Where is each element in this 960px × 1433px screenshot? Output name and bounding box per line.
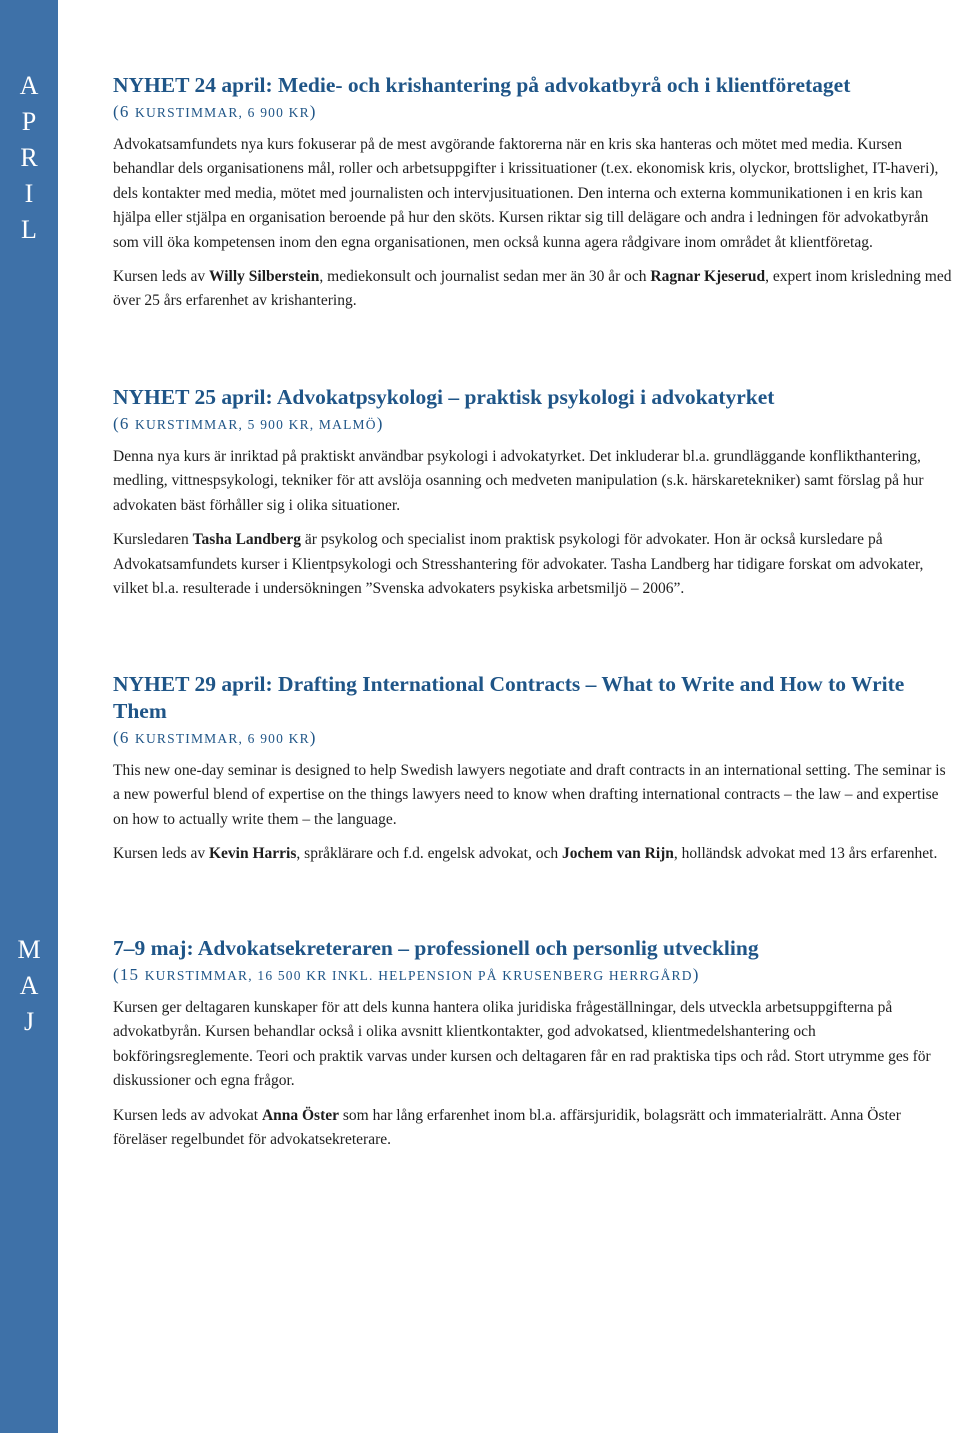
- instructors-text: Kursledaren: [113, 531, 193, 549]
- course-subtitle: [113, 962, 953, 989]
- subtitle-details: KURSTIMMAR, 5 900 KR, MALMÖ: [135, 417, 377, 432]
- subtitle-close: ): [692, 965, 700, 984]
- course-description: Kursen ger deltagaren kunskaper för att dels kunna hantera olika juridiska frågeställningar, dels utveckla arbetsuppgifterna på advokatbyrån. Kursen behandlar också i olika avsnitt klientkontakter, god advokatsed, klientmedelshantering och bokföringsreglemente. Teori och praktik varvas under kursen och deltagaren får en rad praktiska tips och råd. Stort utrymme ges för diskussioner och egna frågor.: [113, 999, 931, 1090]
- instructor-name: Willy Silberstein: [209, 268, 320, 286]
- course-title: NYHET 24 april: Medie- och krishantering på advokatbyrå och i klientföretaget: [113, 73, 851, 97]
- instructors-text: , expert inom krisledning med över 25 års erfarenhet av krishantering.: [113, 268, 952, 310]
- course-advokatsekreteraren: [113, 935, 953, 1162]
- course-description: Denna nya kurs är inriktad på praktiskt användbar psykologi i advokatyrket. Det inkluderar bl.a. grundläggande konflikthantering, medling, vittnespsykologi, tekniker för att avslöja osanning och medveten manipulation (s.k. härskaretekniker) samt förslag på hur advokaten bäst förhåller sig i olika situationer.: [113, 448, 924, 514]
- instructors-text: Kursen leds av: [113, 268, 209, 286]
- course-title: NYHET 25 april: Advokatpsykologi – praktisk psykologi i advokatyrket: [113, 385, 775, 409]
- course-media-crisis: [113, 72, 953, 324]
- course-description: This new one-day seminar is designed to help Swedish lawyers negotiate and draft contracts in an international setting. The seminar is a new powerful blend of expertise on the things lawyers need to know when drafting international contracts – the law – and expertise on how to actually write them – the language.: [113, 762, 946, 828]
- course-instructors: [113, 1104, 953, 1153]
- subtitle-details: KURSTIMMAR, 6 900 KR: [135, 105, 310, 120]
- subtitle-details: KURSTIMMAR, 16 500 KR INKL. HELPENSION PÅ KRUSENBERG HERRGÅRD: [144, 968, 693, 983]
- month-sidebar: [0, 0, 58, 1433]
- month-letter: J: [23, 1007, 35, 1036]
- month-letter: P: [21, 107, 37, 136]
- instructor-name: Tasha Landberg: [192, 531, 302, 549]
- subtitle-close: ): [309, 728, 317, 747]
- course-subtitle: [113, 99, 953, 126]
- instructor-name: Ragnar Kjeserud: [650, 268, 766, 286]
- month-letter: M: [17, 935, 41, 964]
- instructors-text: , holländsk advokat med 13 års erfarenhet.: [673, 845, 938, 863]
- instructors-text: Kursen leds av advokat: [113, 1106, 262, 1124]
- course-subtitle: [113, 725, 953, 752]
- month-letter: A: [19, 971, 39, 1000]
- subtitle-open: (6: [113, 102, 136, 121]
- course-title: 7–9 maj: Advokatsekreteraren – professionell och personlig utveckling: [113, 936, 759, 960]
- month-letter: R: [20, 143, 38, 172]
- course-drafting-contracts: [113, 671, 953, 877]
- month-label-april: [0, 68, 58, 248]
- month-letter: L: [21, 215, 37, 244]
- subtitle-details: KURSTIMMAR, 6 900 KR: [135, 731, 310, 746]
- month-letter: A: [19, 71, 39, 100]
- course-advokatpsykologi: [113, 384, 953, 611]
- instructors-text: , mediekonsult och journalist sedan mer än 30 år och: [319, 268, 651, 286]
- month-letter: I: [24, 179, 34, 208]
- subtitle-open: (15: [113, 965, 145, 984]
- instructor-name: Anna Öster: [261, 1106, 340, 1124]
- course-title: NYHET 29 april: Drafting International Contracts – What to Write and How to Write Them: [113, 672, 905, 723]
- course-instructors: [113, 842, 953, 866]
- subtitle-open: (6: [113, 414, 136, 433]
- course-instructors: [113, 528, 953, 601]
- course-description: Advokatsamfundets nya kurs fokuserar på de mest avgörande faktorerna när en kris ska hanteras och mötet med media. Kursen behandlar dels organisationens mål, roller och arbetsuppgifter i krissituationer (t.ex. ekonomisk kris, olyckor, brottslighet, IT-haveri), dels kontakter med media, mötet med journalisten och intervjusituationen. Den interna och externa kommunikationen i en kris kan hjälpa eller stjälpa en organisation beroende på hur den sköts. Kursen riktar sig till delägare och andra i ledningen för advokatbyrån som vill öka kompetensen inom den egna organisationen, men också kunna agera rådgivare inom området åt klientföretag.: [113, 136, 939, 251]
- subtitle-close: ): [376, 414, 384, 433]
- course-subtitle: [113, 411, 953, 438]
- instructors-text: som har lång erfarenhet inom bl.a. affärsjuridik, bolagsrätt och immaterialrätt. Anna Öster föreläser regelbundet för advokatsekreterare.: [113, 1106, 901, 1149]
- instructors-text: , språklärare och f.d. engelsk advokat, och: [296, 845, 562, 863]
- subtitle-close: ): [309, 102, 317, 121]
- month-label-maj: [0, 932, 58, 1040]
- instructors-text: är psykolog och specialist inom praktisk psykologi för advokater. Hon är också kursledare på Advokatsamfundets kurser i Klientpsykologi och Stresshantering för advokater. Tasha Landberg har tidigare forskat om advokater, vilket bl.a. resulterade i undersökningen ”Svenska advokaters psykiska arbetsmiljö – 2006”.: [113, 531, 924, 598]
- course-instructors: [113, 265, 953, 314]
- instructors-text: Kursen leds av: [113, 845, 209, 863]
- subtitle-open: (6: [113, 728, 136, 747]
- instructor-name: Kevin Harris: [209, 845, 297, 863]
- instructor-name: Jochem van Rijn: [561, 845, 674, 863]
